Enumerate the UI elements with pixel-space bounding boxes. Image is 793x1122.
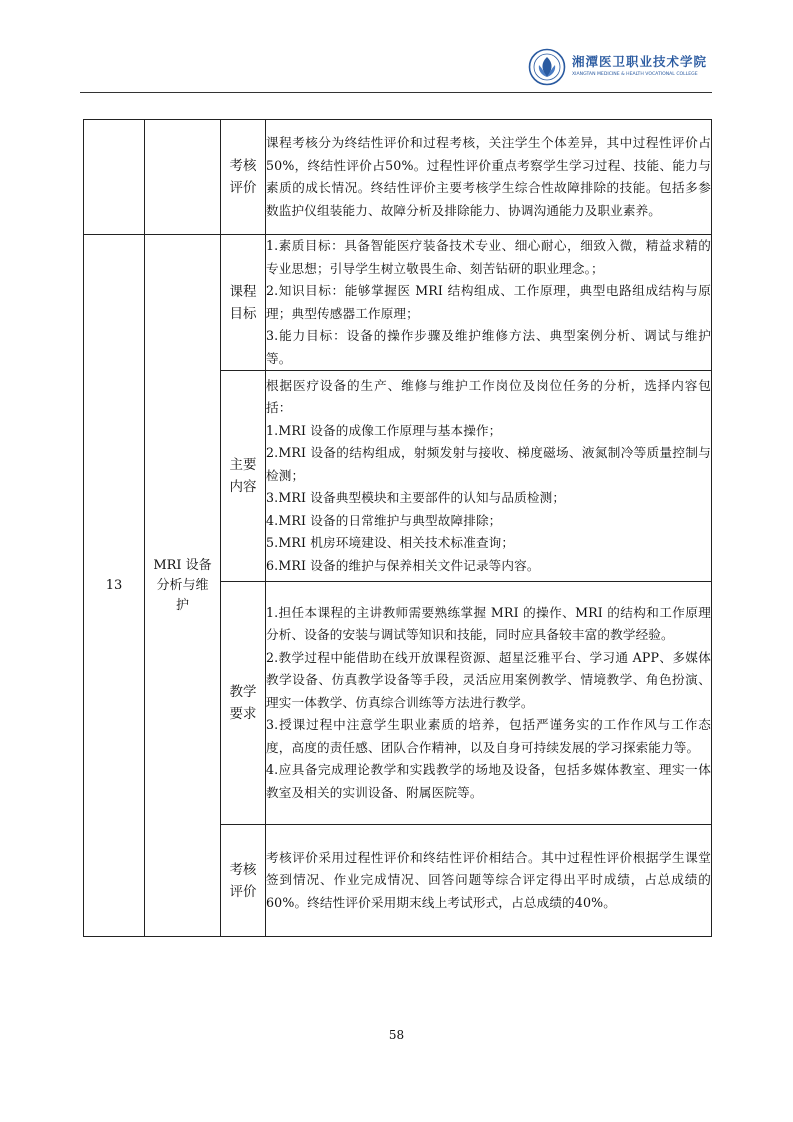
- college-emblem-icon: [528, 48, 566, 86]
- row-number-cell: [84, 120, 145, 235]
- table-row-prev-assessment: [84, 120, 712, 235]
- course-name-cell: MRI 设备 分析与维 护: [145, 235, 221, 937]
- main-content-text: 根据医疗设备的生产、维修与维护工作岗位及岗位任务的分析，选择内容包括： 1.MRI 设备的成像工作原理与基本操作； 2.MRI 设备的结构组成，射频发射与接收、梯度磁场、液氮制冷等质量控制与检测； 3.MRI 设备典型模块和主要部件的认知与品质检测； 4.MRI 设备的日常维护与典型故障排除； 5.MRI 机房环境建设、相关技术标准查询； 6.MRI 设备的维护与保养相关文件记录等内容。: [266, 371, 712, 582]
- page-number: 58: [388, 1028, 405, 1042]
- header-divider: [80, 92, 712, 93]
- curriculum-table: [83, 119, 712, 937]
- assessment-label: 考核 评价: [221, 825, 266, 937]
- course-name-cell: [145, 120, 221, 235]
- main-content-label: 主要 内容: [221, 371, 266, 582]
- assessment-label: 考核 评价: [221, 120, 266, 235]
- college-name-cn: 湘潭医卫职业技术学院: [572, 54, 708, 69]
- objectives-content: 1.素质目标：具备智能医疗装备技术专业、细心耐心，细致入微，精益求精的专业思想；引导学生树立敬畏生命、刻苦钻研的职业理念。； 2.知识目标：能够掌握医 MRI 结构组成、工作原理，典型电路组成结构与原理；典型传感器工作原理； 3.能力目标：设备的操作步骤及维护维修方法、典型案例分析、调试与维护等。: [266, 235, 712, 371]
- table-row-objectives: [84, 235, 712, 371]
- teaching-requirements-label: 教学 要求: [221, 582, 266, 825]
- assessment-content: 考核评价采用过程性评价和终结性评价相结合。其中过程性评价根据学生课堂签到情况、作业完成情况、回答问题等综合评定得出平时成绩，占总成绩的60%。终结性评价采用期末线上考试形式，占总成绩的40%。: [266, 825, 712, 937]
- teaching-requirements-content: 1.担任本课程的主讲教师需要熟练掌握 MRI 的操作、MRI 的结构和工作原理分析、设备的安装与调试等知识和技能，同时应具备较丰富的教学经验。 2.教学过程中能借助在线开放课程资源、超星泛雅平台、学习通 APP、多媒体教学设备、仿真教学设备等手段，灵活应用案例教学、情境教学、角色扮演、理实一体教学、仿真综合训练等方法进行教学。 3.授课过程中注意学生职业素质的培养，包括严谨务实的工作作风与工作态度，高度的责任感、团队合作精神，以及自身可持续发展的学习探索能力等。 4.应具备完成理论教学和实践教学的场地及设备，包括多媒体教室、理实一体教室及相关的实训设备、附属医院等。: [266, 582, 712, 825]
- row-number-cell: 13: [84, 235, 145, 937]
- objectives-label: 课程 目标: [221, 235, 266, 371]
- college-logo: [528, 48, 728, 88]
- college-name-en: XIANGTAN MEDICINE & HEALTH VOCATIONAL COLLEGE: [572, 72, 698, 77]
- assessment-content: 课程考核分为终结性评价和过程考核，关注学生个体差异，其中过程性评价占50%，终结性评价占50%。过程性评价重点考察学生学习过程、技能、能力与素质的成长情况。终结性评价主要考核学生综合性故障排除的技能。包括多参数监护仪组装能力、故障分析及排除能力、协调沟通能力及职业素养。: [266, 120, 712, 235]
